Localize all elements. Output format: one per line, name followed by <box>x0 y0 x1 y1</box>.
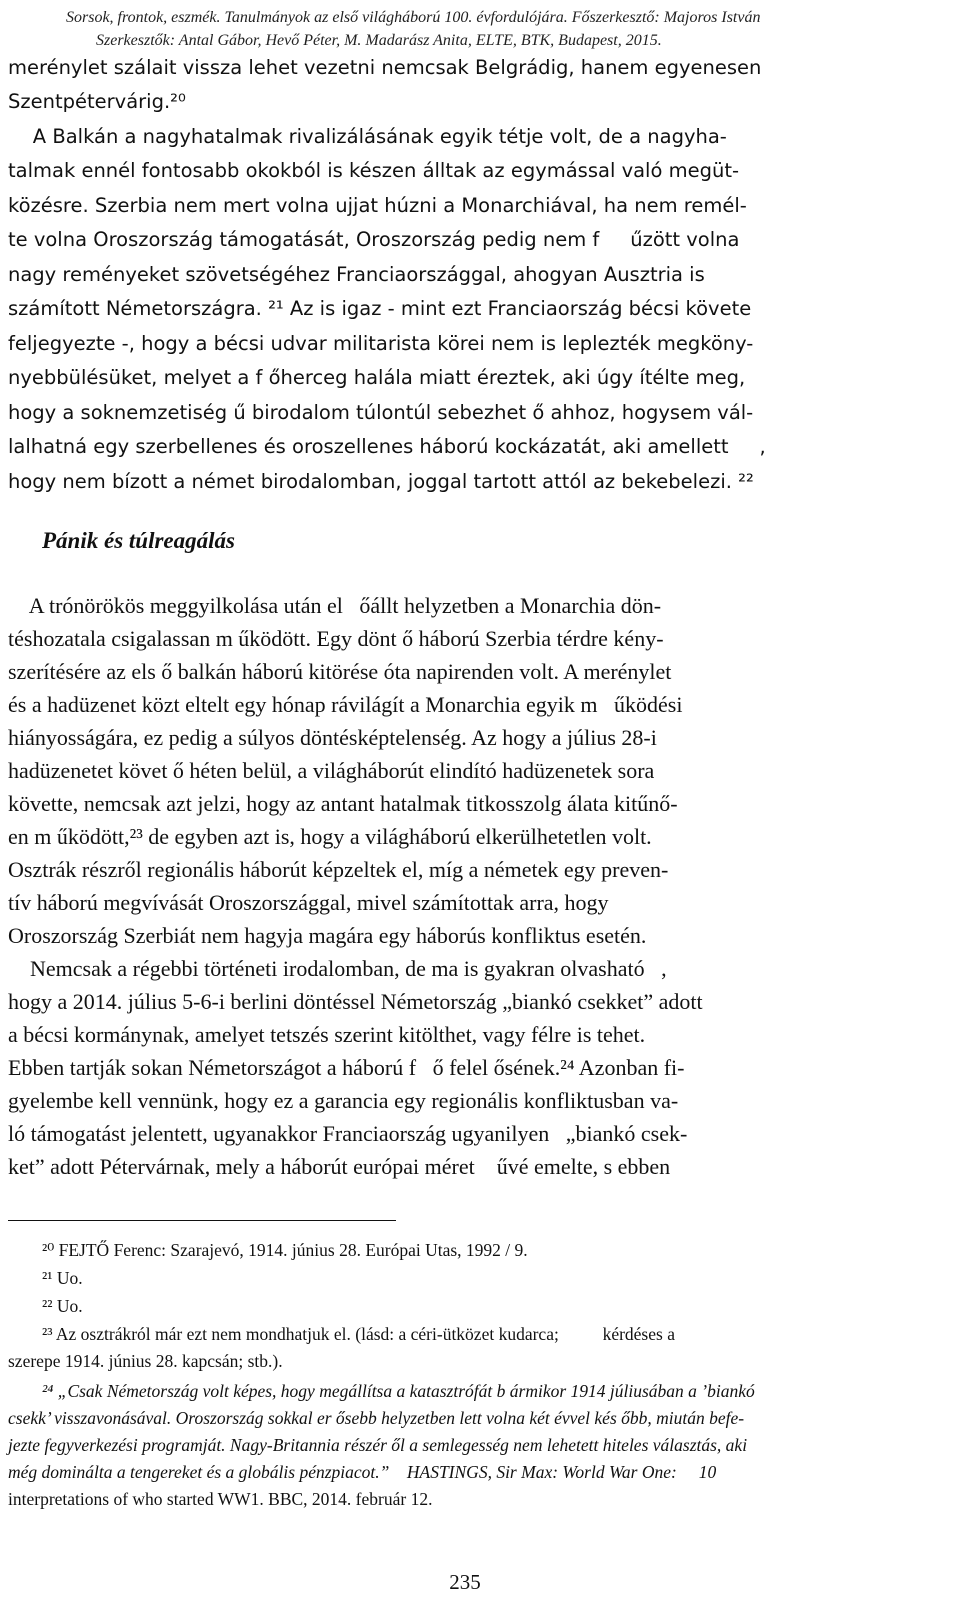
footnote-line: interpretations of who started WW1. BBC, 2014. február 12. <box>8 1489 433 1509</box>
body-line: szerítésére az els ő balkán háború kitörése óta napirenden volt. A merénylet <box>8 659 672 684</box>
body-line: merénylet szálait vissza lehet vezetni nemcsak Belgrádig, hanem egyenesen <box>8 56 762 79</box>
section-heading: Pánik és túlreagálás <box>42 528 235 553</box>
footnote-line: jezte fegyverkezési programját. Nagy-Britannia részér ől a semlegesség nem lehetett hiteles választás, aki <box>8 1435 748 1455</box>
body-line: hogy a soknemzetiség ű birodalom túlontúl sebezhet ő ahhoz, hogysem vál- <box>8 401 754 424</box>
body-line: en m űködött,²³ de egyben azt is, hogy a világháború elkerülhetetlen volt. <box>8 824 652 849</box>
page-number: 235 <box>449 1570 481 1594</box>
running-header <box>66 6 926 52</box>
footnote-line: ²² Uo. <box>42 1296 83 1316</box>
body-line: a bécsi kormánynak, amelyet tetszés szerint kitölthet, vagy félre is tehet. <box>8 1022 646 1047</box>
body-line: te volna Oroszország támogatását, Oroszország pedig nem f űzött volna <box>8 228 740 251</box>
body-line: nyebbülésüket, melyet a f őherceg halála miatt éreztek, aki úgy ítélte meg, <box>8 366 746 389</box>
body-line: Nemcsak a régebbi történeti irodalomban, de ma is gyakran olvasható , <box>8 956 667 981</box>
header-line-2: Szerkesztők: Antal Gábor, Hevő Péter, M. Madarász Anita, ELTE, BTK, Budapest, 2015. <box>96 32 662 49</box>
body-line: feljegyezte -, hogy a bécsi udvar militarista körei nem is leplezték megköny- <box>8 332 754 355</box>
footnote-line: ²⁴ „Csak Németország volt képes, hogy megállítsa a katasztrófát b ármikor 1914 júliusában a ’biankó <box>42 1381 755 1401</box>
body-line: téshozatala csigalassan m űködött. Egy dönt ő háború Szerbia térdre kény- <box>8 626 664 651</box>
body-line: hogy a 2014. július 5-6-i berlini döntéssel Németország „biankó csekket” adott <box>8 989 703 1014</box>
body-line: Osztrák részről regionális háborút képzeltek el, míg a németek egy preven- <box>8 857 669 882</box>
body-line: gyelembe kell vennünk, hogy ez a garancia egy regionális konfliktusban va- <box>8 1088 679 1113</box>
body-line: hogy nem bízott a német birodalomban, joggal tartott attól az bekebelezi. ²² <box>8 470 754 493</box>
body-line: A Balkán a nagyhatalmak rivalizálásának egyik tétje volt, de a nagyha- <box>8 125 727 148</box>
footnote-line: szerepe 1914. június 28. kapcsán; stb.). <box>8 1351 283 1371</box>
footnote-separator <box>8 1220 396 1221</box>
body-line: lalhatná egy szerbellenes és oroszellenes háború kockázatát, aki amellett , <box>8 435 766 458</box>
body-line: közésre. Szerbia nem mert volna ujjat húzni a Monarchiával, ha nem remél- <box>8 194 747 217</box>
body-line: A trónörökös meggyilkolása után el őállt helyzetben a Monarchia dön- <box>8 593 662 618</box>
footnote-line: ²⁰ FEJTŐ Ferenc: Szarajevó, 1914. június 28. Európai Utas, 1992 / 9. <box>42 1240 528 1260</box>
header-line-1: Sorsok, frontok, eszmék. Tanulmányok az első világháború 100. évfordulójára. Főszerkesztő: Majoros István <box>66 9 761 26</box>
body-line: követte, nemcsak azt jelzi, hogy az antant hatalmak titkosszolg álata kitűnő- <box>8 791 678 816</box>
body-line: Szentpétervárig.²⁰ <box>8 90 186 113</box>
body-line: számított Németországra. ²¹ Az is igaz - mint ezt Franciaország bécsi követe <box>8 297 752 320</box>
body-line: talmak ennél fontosabb okokból is készen álltak az egymással való megüt- <box>8 159 740 182</box>
body-line: ló támogatást jelentett, ugyanakkor Franciaország ugyanilyen „biankó csek- <box>8 1121 688 1146</box>
body-line: és a hadüzenet közt eltelt egy hónap rávilágít a Monarchia egyik m űködési <box>8 692 683 717</box>
body-line: hiányosságára, ez pedig a súlyos döntésképtelenség. Az hogy a július 28-i <box>8 725 657 750</box>
footnote-line: ²¹ Uo. <box>42 1268 83 1288</box>
body-line: tív háború megvívását Oroszországgal, mivel számítottak arra, hogy <box>8 890 609 915</box>
body-line: hadüzenetet követ ő héten belül, a világháborút elindító hadüzenetek sora <box>8 758 655 783</box>
footnote-line: még dominálta a tengereket és a globális pénzpiacot.” HASTINGS, Sir Max: World War One: 10 <box>8 1462 717 1482</box>
body-line: Oroszország Szerbiát nem hagyja magára egy háborús konfliktus esetén. <box>8 923 647 948</box>
footnote-line: ²³ Az osztrákról már ezt nem mondhatjuk el. (lásd: a céri-ütközet kudarca; kérdéses a <box>42 1324 675 1344</box>
footnote-line: csekk’ visszavonásával. Oroszország sokkal er ősebb helyzetben lett volna két évvel kés őbb, miután befe- <box>8 1408 745 1428</box>
body-line: ket” adott Pétervárnak, mely a háborút európai méret űvé emelte, s ebben <box>8 1154 671 1179</box>
body-line: Ebben tartják sokan Németországot a háború f ő felel ősének.²⁴ Azonban fi- <box>8 1055 685 1080</box>
body-line: nagy reményeket szövetségéhez Franciaországgal, ahogyan Ausztria is <box>8 263 705 286</box>
